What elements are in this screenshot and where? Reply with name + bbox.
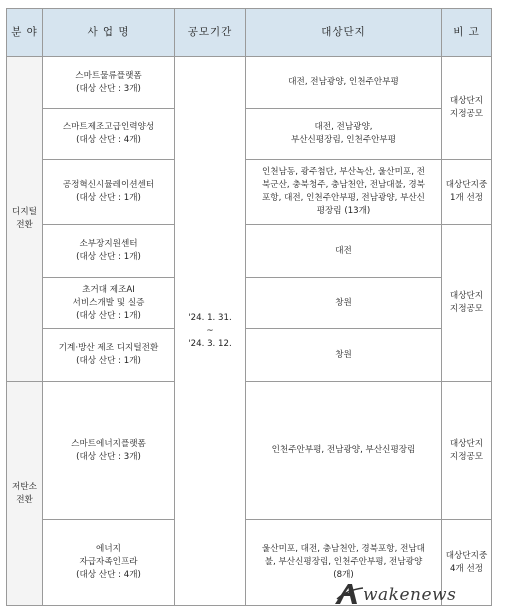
target-sites: 창원 <box>246 329 442 382</box>
target-sites: 창원 <box>246 278 442 329</box>
remark: 대상단지중 4개 선정 <box>442 520 492 606</box>
project-name: 공정혁신시뮬레이션센터 (대상 산단 : 1개) <box>43 160 175 225</box>
application-period: '24. 1. 31. ~ '24. 3. 12. <box>175 57 246 606</box>
target-sites: 인천주안부평, 전남광양, 부산신평장림 <box>246 382 442 520</box>
table-row <box>7 57 492 109</box>
table-row <box>7 278 492 329</box>
target-sites: 울산미포, 대전, 충남천안, 경북포항, 전남대 불, 부산신평장림, 인천주안부평, 전남광양 (8개) <box>246 520 442 606</box>
project-name: 스마트에너지플랫폼 (대상 산단 : 3개) <box>43 382 175 520</box>
a-logo-icon <box>333 582 367 606</box>
watermark-text: wakenews <box>363 585 457 605</box>
watermark <box>333 584 493 606</box>
header-remark: 비 고 <box>442 9 492 57</box>
field-digital: 디지털 전환 <box>7 57 43 382</box>
project-name: 에너지 자급자족인프라 (대상 산단 : 4개) <box>43 520 175 606</box>
header-sites: 대상단지 <box>246 9 442 57</box>
remark: 대상단지 지정공모 <box>442 57 492 160</box>
project-name: 초거대 제조AI 서비스개발 및 실증 (대상 산단 : 1개) <box>43 278 175 329</box>
target-sites: 대전 <box>246 225 442 278</box>
remark: 대상단지중 1개 선정 <box>442 160 492 225</box>
header-field: 분 야 <box>7 9 43 57</box>
table-row <box>7 225 492 278</box>
field-carbon: 저탄소 전환 <box>7 382 43 606</box>
target-sites: 인천남동, 광주첨단, 부산녹산, 울산미포, 전 북군산, 충북청주, 충남천안, 전남대불, 경북 포항, 대전, 인천주안부평, 전남광양, 부산신 평장림 (13개) <box>246 160 442 225</box>
target-sites: 대전, 전남광양, 인천주안부평 <box>246 57 442 109</box>
project-name: 스마트제조고급인력양성 (대상 산단 : 4개) <box>43 109 175 160</box>
header-project: 사 업 명 <box>43 9 175 57</box>
project-name: 소부장지원센터 (대상 산단 : 1개) <box>43 225 175 278</box>
target-sites: 대전, 전남광양, 부산신평장림, 인천주안부평 <box>246 109 442 160</box>
header-row <box>7 9 492 57</box>
table-row <box>7 382 492 520</box>
remark: 대상단지 지정공모 <box>442 225 492 382</box>
table-row <box>7 160 492 225</box>
project-table <box>6 8 492 606</box>
header-period: 공모기간 <box>175 9 246 57</box>
table-row <box>7 329 492 382</box>
table-row <box>7 109 492 160</box>
remark: 대상단지 지정공모 <box>442 382 492 520</box>
project-name: 기계·방산 제조 디지털전환 (대상 산단 : 1개) <box>43 329 175 382</box>
project-name: 스마트물류플랫폼 (대상 산단 : 3개) <box>43 57 175 109</box>
